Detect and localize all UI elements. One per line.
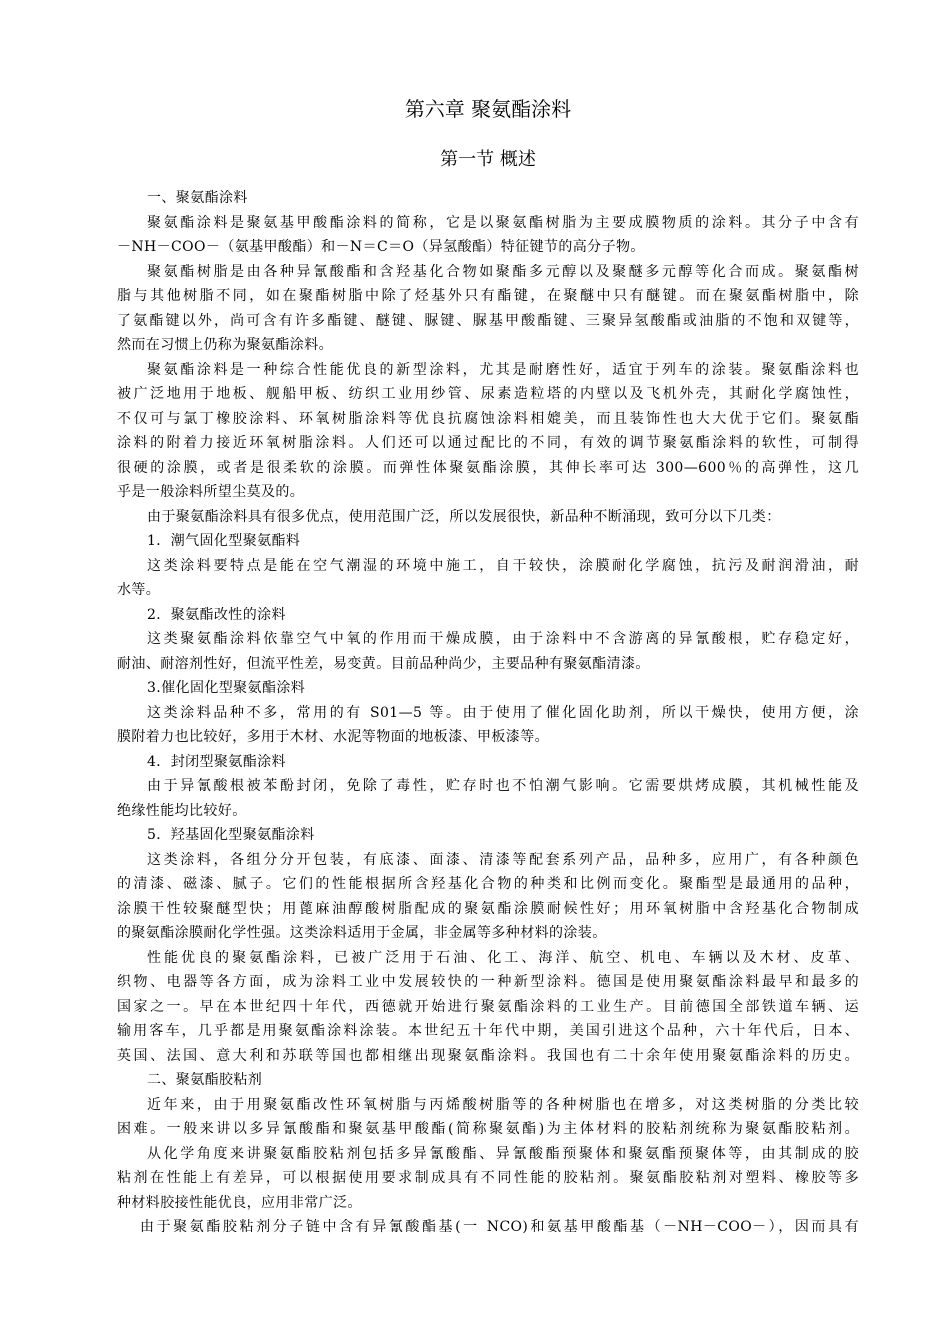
text-line: 性能优良的聚氨酯涂料，已被广泛用于石油、化工、海洋、航空、机电、车辆以及木材、皮革、 [147, 949, 859, 966]
text-line: 脂与其他树脂不同，如在聚酯树脂中除了烃基外只有酯键，在聚醚中只有醚键。而在聚氨酯树脂中，除 [117, 288, 859, 304]
text-line: 从化学角度来讲聚氨酯胶粘剂包括多异氰酸酯、异氰酸酯预聚体和聚氨酯预聚体等，由其制成的胶 [147, 1145, 859, 1162]
list-heading-moisture-cure: 1．潮气固化型聚氨酯料 [147, 533, 301, 549]
text-line: 这类聚氨酯涂料依靠空气中氧的作用而干燥成膜，由于涂料中不含游离的异氰酸根，贮存稳定好， [147, 631, 859, 647]
list-heading-modified: 2．聚氨酯改性的涂料 [147, 606, 286, 623]
text-line: 聚氨酯涂料是一种综合性能优良的新型涂料，尤其是耐磨性好，适宜于列车的涂装。聚氨酯涂料也 [147, 361, 859, 378]
text-line: 由于聚氨酯涂料具有很多优点，使用范围广泛，所以发展很快，新品种不断涌现，致可分以下几类： [147, 508, 781, 525]
text-line: 水等。 [117, 582, 161, 598]
text-line: 然而在习惯上仍称为聚氨酯涂料。 [117, 337, 333, 353]
text-line: 的清漆、磁漆、腻子。它们的性能根据所含羟基化合物的种类和比例而变化。聚酯型是最通用的品种， [117, 876, 859, 892]
list-heading-catalyzed: 3.催化固化型聚氨酯涂料 [147, 680, 306, 696]
list-heading-blocked: 4．封闭型聚氨酯涂料 [147, 753, 286, 770]
text-line: 近年来，由于用聚氨酯改性环氧树脂与丙烯酸树脂等的各种树脂也在增多，对这类树脂的分类比较 [147, 1096, 859, 1113]
text-line: 聚氨酯涂料是聚氨基甲酸酯涂料的简称，它是以聚氨酯树脂为主要成膜物质的涂料。其分子中含有 [147, 214, 859, 231]
text-line: －NH－COO－（氨基甲酸酯）和－N＝C＝O（异氢酸酯）特征键节的高分子物。 [117, 239, 645, 255]
text-line: 由于聚氨酯胶粘剂分子链中含有异氰酸酯基(一 NCO)和氨基甲酸酯基（－NH－COO－），因而具有 [140, 1219, 859, 1235]
text-line: 很硬的涂膜，或者是很柔软的涂膜。而弹性体聚氨酯涂膜，其伸长率可达 300—600％的高弹性，这几 [117, 459, 859, 476]
text-line: 输用客车，几乎都是用聚氨酯涂料涂装。本世纪五十年代中期，美国引进这个品种，六十年代后，日本、 [117, 1023, 859, 1039]
text-line: 粘剂在性能上有差异，可以根据使用要求制成具有不同性能的胶粘剂。聚氨酯胶粘剂对塑料、橡胶等多 [117, 1170, 859, 1186]
text-line: 困难。一般来讲以多异氰酸酯和聚氨基甲酸酯(简称聚氨酯)为主体材料的胶粘剂统称为聚氨酯胶粘剂。 [117, 1121, 859, 1137]
heading-polyurethane-coatings: 一、聚氨酯涂料 [147, 190, 248, 206]
text-line: 由于异氰酸根被苯酚封闭，免除了毒性，贮存时也不怕潮气影响。它需要烘烤成膜，其机械性能及 [147, 778, 859, 794]
text-line: 这类涂料品种不多，常用的有 S01—5 等。由于使用了催化固化助剂，所以干燥快，使用方便，涂 [147, 704, 859, 721]
text-line: 种材料胶接性能优良，应用非常广泛。 [117, 1194, 362, 1211]
text-line: 英国、法国、意大利和苏联等国也都相继出现聚氨酯涂料。我国也有二十余年使用聚氨酯涂料的历史。 [117, 1047, 859, 1064]
text-line: 聚氨酯树脂是由各种异氰酸酯和含羟基化合物如聚酯多元醇以及聚醚多元醇等化合而成。聚氨酯树 [147, 263, 859, 280]
list-heading-hydroxyl-cure: 5．羟基固化型聚氨酯涂料 [147, 827, 315, 843]
text-line: 不仅可与氯丁橡胶涂料、环氧树脂涂料等优良抗腐蚀涂料相媲美，而且装饰性也大大优于它们。聚氨酯 [117, 410, 859, 427]
text-line: 绝缘性能均比较好。 [117, 802, 247, 819]
text-line: 涂膜干性较聚醚型快；用蓖麻油醇酸树脂配成的聚氨酯涂膜耐候性好；用环氧树脂中含羟基化合物制成 [117, 900, 859, 917]
text-line: 的聚氨酯涂膜耐化学性强。这类涂料适用于金属，非金属等多种材料的涂装。 [117, 925, 607, 941]
heading-polyurethane-adhesives: 二、聚氨酯胶粘剂 [147, 1072, 263, 1088]
text-line: 了氨酯键以外，尚可含有许多酯键、醚键、脲键、脲基甲酸酯键、三聚异氢酸酯或油脂的不饱和双键等， [117, 312, 859, 329]
chapter-title: 第六章 聚氨酯涂料 [404, 97, 572, 121]
text-line: 这类涂料要特点是能在空气潮湿的环境中施工，自干较快，涂膜耐化学腐蚀，抗污及耐润滑油，耐 [147, 557, 859, 574]
text-line: 织物、电器等各方面，成为涂料工业中发展较快的一种新型涂料。德国是使用聚氨酯涂料最早和最多的 [117, 974, 859, 990]
document-body [117, 94, 859, 1240]
text-line: 被广泛地用于地板、舰船甲板、纺织工业用纱管、尿素造粒塔的内壁以及飞机外壳，其耐化学腐蚀性， [117, 386, 859, 402]
section-title: 第一节 概述 [440, 149, 536, 170]
text-line: 涂料的附着力接近环氧树脂涂料。人们还可以通过配比的不同，有效的调节聚氨酯涂料的软性，可制得 [117, 435, 859, 451]
text-line: 耐油、耐溶剂性好，但流平性差，易变黄。目前品种尚少，主要品种有聚氨酯清漆。 [117, 655, 650, 672]
text-line: 国家之一。早在本世纪四十年代，西德就开始进行聚氨酯涂料的工业生产。目前德国全部铁道车辆、运 [117, 998, 859, 1015]
text-line: 乎是一般涂料所望尘莫及的。 [117, 484, 305, 500]
text-line: 这类涂料，各组分分开包装，有底漆、面漆、清漆等配套系列产品，品种多，应用广，有各种颜色 [147, 851, 859, 868]
text-line: 膜附着力也比较好，多用于木材、水泥等物面的地板漆、甲板漆等。 [117, 729, 549, 745]
